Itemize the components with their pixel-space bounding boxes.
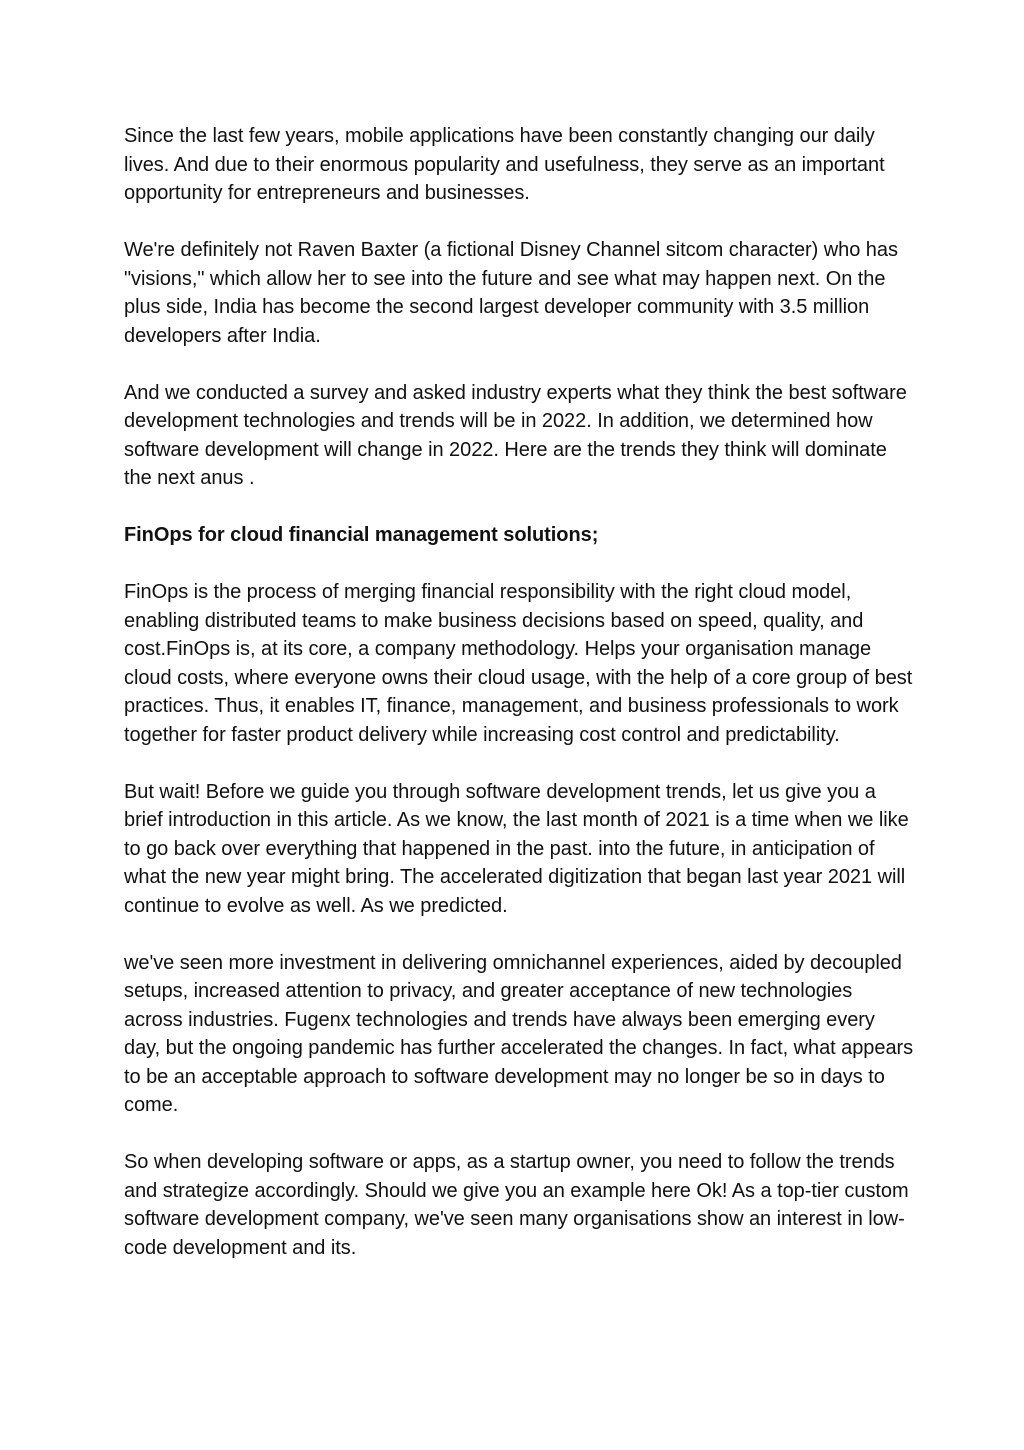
section-heading-finops: FinOps for cloud financial management solutions;: [124, 524, 599, 546]
paragraph-but-wait: But wait! Before we guide you through software development trends, let us give you a brief introduction in this article. As we know, the last month of 2021 is a time when we like to go back over everything that happened in the past. into the future, in anticipation of what the new year might bring. The accelerated digitization that began last year 2021 will continue to evolve as well. As we predicted.: [124, 780, 909, 917]
paragraph-startup-owner: So when developing software or apps, as a startup owner, you need to follow the trends and strategize accordingly. Should we give you an example here Ok! As a top-tier custom software development company, we've seen many organisations show an interest in low-code development and its.: [124, 1151, 909, 1259]
paragraph-omnichannel: we've seen more investment in delivering omnichannel experiences, aided by decoupled setups, increased attention to privacy, and greater acceptance of new technologies across industries. Fugenx technologies and trends have always been emerging every day, but the ongoing pandemic has further accelerated the changes. In fact, what appears to be an acceptable approach to software development may no longer be so in days to come.: [124, 951, 914, 1116]
paragraph-finops: FinOps is the process of merging financial responsibility with the right cloud model, enabling distributed teams to make business decisions based on speed, quality, and cost.FinOps is, at its core, a company methodology. Helps your organisation manage cloud costs, where everyone owns their cloud usage, with the help of a core group of best practices. Thus, it enables IT, finance, management, and business professionals to work together for faster product delivery while increasing cost control and predictability.: [124, 581, 913, 746]
paragraph-intro: Since the last few years, mobile applications have been constantly changing our daily lives. And due to their enormous popularity and usefulness, they serve as an important opportunity for entrepreneurs and businesses.: [124, 125, 885, 204]
paragraph-survey: And we conducted a survey and asked industry experts what they think the best software development technologies and trends will be in 2022. In addition, we determined how software development will change in 2022. Here are the trends they think will dominate the next anus .: [124, 381, 907, 489]
document-page: [124, 122, 914, 1291]
paragraph-raven-baxter: We're definitely not Raven Baxter (a fictional Disney Channel sitcom character) who has "visions," which allow her to see into the future and see what may happen next. On the plus side, India has become the second largest developer community with 3.5 million developers after India.: [124, 239, 898, 347]
